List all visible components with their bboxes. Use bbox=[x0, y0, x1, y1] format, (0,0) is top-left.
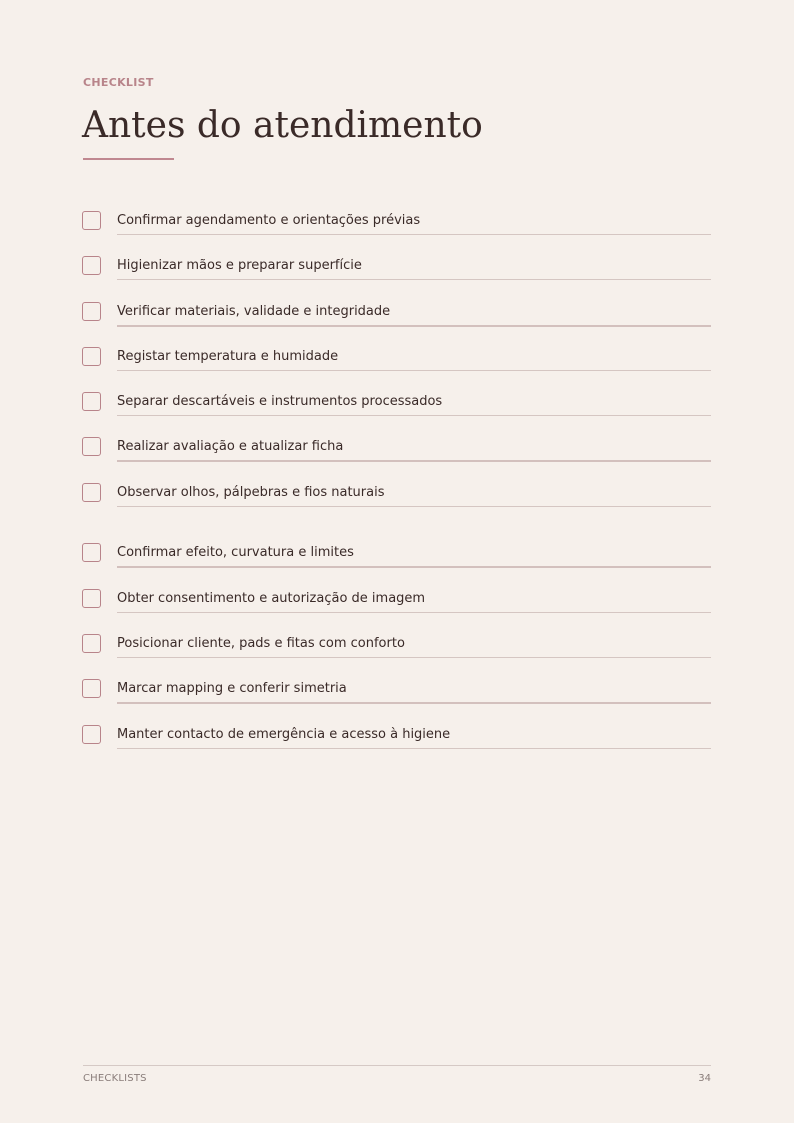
checklist-item[interactable] bbox=[82, 302, 711, 326]
title-underline bbox=[83, 158, 174, 160]
item-divider bbox=[117, 325, 711, 327]
footer-divider bbox=[83, 1065, 711, 1066]
page-title: Antes do atendimento bbox=[82, 105, 483, 146]
checkbox[interactable] bbox=[82, 211, 101, 230]
item-divider bbox=[117, 415, 711, 416]
checkbox[interactable] bbox=[82, 347, 101, 366]
checklist-item-label: Observar olhos, pálpebras e fios naturais bbox=[117, 485, 385, 500]
item-divider bbox=[117, 612, 711, 613]
checklist-item[interactable] bbox=[82, 634, 711, 658]
checklist-item-label: Obter consentimento e autorização de imagem bbox=[117, 591, 426, 606]
checklist-item-label: Manter contacto de emergência e acesso à higiene bbox=[117, 727, 451, 742]
checklist-item[interactable] bbox=[82, 211, 711, 235]
checklist-item[interactable] bbox=[82, 437, 711, 461]
checklist-item[interactable] bbox=[82, 392, 711, 416]
checklist-item-label: Posicionar cliente, pads e fitas com conforto bbox=[117, 636, 405, 651]
checkbox[interactable] bbox=[82, 392, 101, 411]
item-divider bbox=[117, 748, 711, 749]
item-divider bbox=[117, 370, 711, 371]
item-divider bbox=[117, 657, 711, 658]
checklist-item-label: Marcar mapping e conferir simetria bbox=[117, 681, 347, 696]
checklist-item[interactable] bbox=[82, 589, 711, 613]
item-divider bbox=[117, 566, 711, 568]
checklist-item[interactable] bbox=[82, 725, 711, 749]
checklist-item-label: Registar temperatura e humidade bbox=[117, 349, 339, 364]
checklist-item-label: Realizar avaliação e atualizar ficha bbox=[117, 439, 344, 454]
checklist-item-label: Higienizar mãos e preparar superfície bbox=[117, 258, 362, 273]
item-divider bbox=[117, 702, 711, 704]
checkbox[interactable] bbox=[82, 437, 101, 456]
item-divider bbox=[117, 279, 711, 280]
page-number: 34 bbox=[698, 1073, 711, 1084]
checklist-item-label: Verificar materiais, validade e integridade bbox=[117, 304, 391, 319]
checkbox[interactable] bbox=[82, 543, 101, 562]
checkbox[interactable] bbox=[82, 302, 101, 321]
section-kicker: CHECKLIST bbox=[83, 76, 154, 89]
checklist-item[interactable] bbox=[82, 347, 711, 371]
item-divider bbox=[117, 506, 711, 507]
checkbox[interactable] bbox=[82, 589, 101, 608]
checkbox[interactable] bbox=[82, 634, 101, 653]
checkbox[interactable] bbox=[82, 256, 101, 275]
checklist-item-label: Confirmar agendamento e orientações prévias bbox=[117, 213, 421, 228]
checklist-item-label: Separar descartáveis e instrumentos processados bbox=[117, 394, 443, 409]
checklist-item[interactable] bbox=[82, 256, 711, 280]
item-divider bbox=[117, 460, 711, 462]
checklist-item[interactable] bbox=[82, 679, 711, 703]
checklist-item-label: Confirmar efeito, curvatura e limites bbox=[117, 545, 354, 560]
checkbox[interactable] bbox=[82, 483, 101, 502]
item-divider bbox=[117, 234, 711, 235]
checklist-item[interactable] bbox=[82, 483, 711, 507]
footer-section-label: CHECKLISTS bbox=[83, 1073, 147, 1084]
checkbox[interactable] bbox=[82, 725, 101, 744]
checkbox[interactable] bbox=[82, 679, 101, 698]
checklist-item[interactable] bbox=[82, 543, 711, 567]
